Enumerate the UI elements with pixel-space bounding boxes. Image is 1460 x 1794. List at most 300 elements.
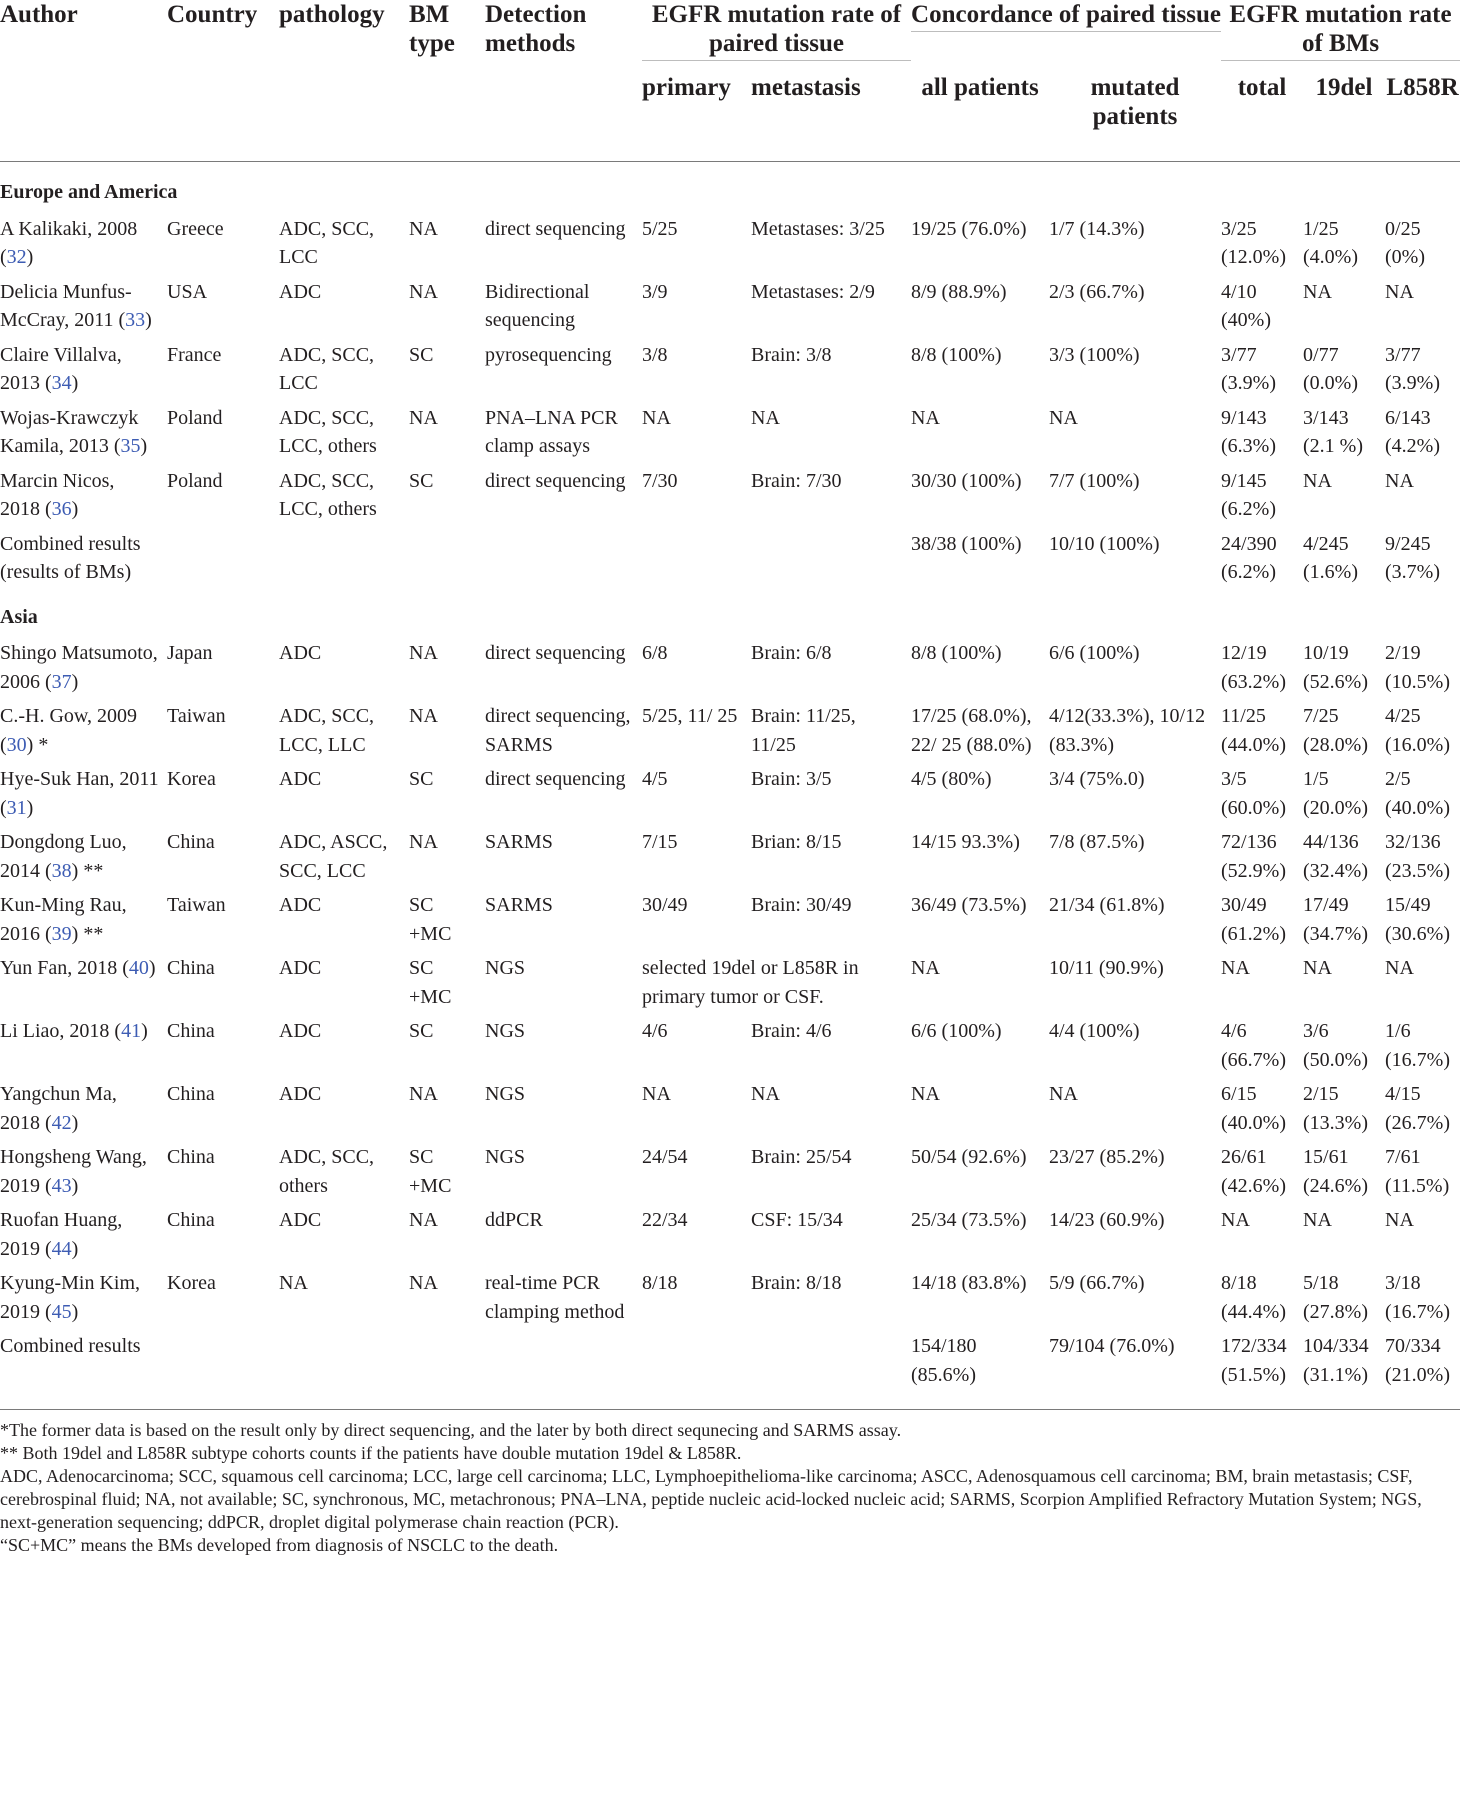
- cell-metastasis: Brain: 8/18: [751, 1272, 842, 1294]
- cell-del19: 3/6 (50.0%): [1303, 1020, 1368, 1071]
- author-name: Combined results (results of BMs): [0, 532, 141, 583]
- table-row: [0, 272, 1460, 335]
- header-l858r: L858R: [1386, 74, 1459, 101]
- cell-total: 6/15 (40.0%): [1221, 1083, 1286, 1134]
- table-row: [0, 885, 1460, 948]
- cell-primary: 5/25, 11/ 25: [642, 705, 738, 727]
- author-name: Hongsheng Wang, 2019 (: [0, 1146, 147, 1197]
- table-row: [0, 1011, 1460, 1074]
- cell-bm: SC: [409, 469, 434, 492]
- cell-del19: 44/136 (32.4%): [1303, 831, 1368, 882]
- table-row: [0, 398, 1460, 461]
- cell-pathology: ADC, SCC, LCC: [279, 217, 375, 268]
- cell-method: direct sequencing: [485, 642, 626, 664]
- author-name: Dongdong Luo, 2014 (: [0, 831, 127, 882]
- author-name: Ruofan Huang, 2019 (: [0, 1209, 123, 1260]
- cell-bm: NA: [409, 1209, 438, 1231]
- cell-mutated: 21/34 (61.8%): [1049, 894, 1165, 916]
- cell-pathology: ADC: [279, 1209, 322, 1231]
- table-row: [0, 948, 1460, 1011]
- table-header: [0, 0, 1460, 162]
- cell-method: [485, 524, 642, 587]
- cell-pathology: ADC: [279, 768, 322, 790]
- cell-all: 38/38 (100%): [911, 532, 1022, 555]
- cell-all: 25/34 (73.5%): [911, 1209, 1027, 1231]
- cell-total: 72/136 (52.9%): [1221, 831, 1286, 882]
- cell-all: NA: [911, 406, 940, 429]
- author-suffix: ) **: [71, 922, 104, 945]
- author-suffix: ): [148, 957, 156, 979]
- cell-mutated: 3/3 (100%): [1049, 343, 1140, 366]
- cell-l858r: 6/143 (4.2%): [1385, 406, 1440, 457]
- cell-metastasis: Brain: 30/49: [751, 894, 852, 916]
- cell-l858r: 4/15 (26.7%): [1385, 1083, 1450, 1134]
- cell-all: 154/180 (85.6%): [911, 1335, 977, 1386]
- cell-author: [0, 633, 167, 696]
- cell-method: [485, 1326, 642, 1389]
- header-egfr-paired: [642, 0, 911, 61]
- header-egfr-bms-text: EGFR mutation rate of BMs: [1221, 0, 1460, 61]
- cell-pathology: NA: [279, 1272, 308, 1294]
- cell-total: 3/5 (60.0%): [1221, 768, 1286, 819]
- cell-metastasis: [751, 1326, 911, 1389]
- footnote: ** Both 19del and L858R subtype cohorts counts if the patients have double mutation 19del & L858R.: [0, 1443, 742, 1463]
- author-suffix: ) **: [71, 859, 104, 882]
- cell-primary: 3/9: [642, 280, 668, 303]
- cell-bm: NA: [409, 1083, 438, 1105]
- table-row: [0, 1074, 1460, 1137]
- cell-l858r: 7/61 (11.5%): [1385, 1146, 1450, 1197]
- header-mutated-patients: mutated patients: [1090, 74, 1180, 130]
- cell-pathology: ADC, SCC, LCC, others: [279, 469, 377, 520]
- cell-total: NA: [1221, 1209, 1250, 1231]
- cell-primary: NA: [642, 1083, 671, 1105]
- table-row: [0, 1263, 1460, 1326]
- cell-pathology: ADC: [279, 1020, 322, 1042]
- cell-del19: 7/25 (28.0%): [1303, 705, 1368, 756]
- cell-author: [0, 209, 167, 272]
- reference-link[interactable]: 42: [51, 1111, 72, 1134]
- cell-all: 36/49 (73.5%): [911, 894, 1027, 916]
- cell-method: direct sequencing: [485, 217, 626, 240]
- table-row: [0, 1326, 1460, 1389]
- cell-pathology: ADC, SCC, LCC, others: [279, 406, 377, 457]
- cell-l858r: NA: [1385, 469, 1414, 492]
- cell-bm: NA: [409, 831, 438, 853]
- cell-all: 50/54 (92.6%): [911, 1146, 1027, 1168]
- cell-mutated: 14/23 (60.9%): [1049, 1209, 1165, 1231]
- cell-country: China: [167, 1083, 215, 1105]
- cell-method: real-time PCR clamping method: [485, 1272, 625, 1323]
- cell-author: [0, 1137, 167, 1200]
- reference-link[interactable]: 40: [128, 957, 149, 979]
- cell-country: Greece: [167, 217, 224, 240]
- cell-del19: 1/5 (20.0%): [1303, 768, 1368, 819]
- cell-pathology: ADC, SCC, LCC, LLC: [279, 705, 375, 756]
- cell-country: Taiwan: [167, 705, 226, 727]
- cell-pathology: [279, 1326, 409, 1389]
- cell-bm: NA: [409, 217, 438, 240]
- cell-primary: NA: [642, 406, 671, 429]
- header-row-1: [0, 0, 1460, 61]
- cell-country: Taiwan: [167, 894, 226, 916]
- cell-method: direct sequencing: [485, 469, 626, 492]
- cell-bm: NA: [409, 705, 438, 727]
- cell-metastasis: Brain: 3/8: [751, 343, 832, 366]
- cell-l858r: 70/334 (21.0%): [1385, 1335, 1450, 1386]
- cell-bm: SC: [409, 768, 434, 790]
- cell-all: 14/18 (83.8%): [911, 1272, 1027, 1294]
- cell-country: China: [167, 1020, 215, 1042]
- cell-primary: 7/15: [642, 831, 678, 853]
- author-name: Kun-Ming Rau, 2016 (: [0, 894, 127, 945]
- cell-metastasis: Brian: 8/15: [751, 831, 842, 853]
- cell-method: SARMS: [485, 894, 553, 916]
- author-suffix: ): [71, 1237, 79, 1260]
- author-suffix: ): [71, 1174, 79, 1197]
- header-all-patients: all patients: [921, 74, 1039, 101]
- reference-link[interactable]: 35: [120, 435, 141, 457]
- author-suffix: ): [26, 246, 34, 268]
- cell-primary: 6/8: [642, 642, 668, 664]
- cell-pathology: ADC: [279, 280, 322, 303]
- cell-l858r: 0/25 (0%): [1385, 217, 1425, 268]
- cell-method: ddPCR: [485, 1209, 543, 1231]
- cell-country: China: [167, 1209, 215, 1231]
- header-detection-methods: Detection methods: [485, 1, 587, 57]
- cell-all: NA: [911, 957, 940, 979]
- footnote: “SC+MC” means the BMs developed from diagnosis of NSCLC to the death.: [0, 1535, 559, 1555]
- author-name: Wojas-Krawczyk Kamila, 2013 (: [0, 406, 139, 457]
- cell-del19: 1/25 (4.0%): [1303, 217, 1358, 268]
- cell-total: 9/143 (6.3%): [1221, 406, 1276, 457]
- cell-bm: [409, 1326, 485, 1389]
- cell-total: 12/19 (63.2%): [1221, 642, 1286, 693]
- cell-primary: 8/18: [642, 1272, 678, 1294]
- cell-l858r: 9/245 (3.7%): [1385, 532, 1440, 583]
- author-suffix: ): [141, 1020, 148, 1042]
- cell-del19: 104/334 (31.1%): [1303, 1335, 1369, 1386]
- cell-author: [0, 1263, 167, 1326]
- cell-pathology: ADC: [279, 1083, 322, 1105]
- cell-primary: 4/5: [642, 768, 668, 790]
- cell-metastasis: Brain: 6/8: [751, 642, 832, 664]
- cell-metastasis: NA: [751, 1083, 780, 1105]
- cell-all: 8/9 (88.9%): [911, 280, 1007, 303]
- cell-method: NGS: [485, 1146, 526, 1168]
- reference-link[interactable]: 41: [121, 1020, 142, 1042]
- cell-metastasis: Brain: 11/25, 11/25: [751, 705, 856, 756]
- header-egfr-paired-text: EGFR mutation rate of paired tissue: [642, 0, 911, 61]
- cell-total: 24/390 (6.2%): [1221, 532, 1277, 583]
- cell-primary: 22/34: [642, 1209, 688, 1231]
- cell-del19: 10/19 (52.6%): [1303, 642, 1368, 693]
- cell-method: NGS: [485, 1083, 526, 1105]
- section-title: Europe and America: [0, 181, 178, 203]
- cell-bm: SC +MC: [409, 894, 452, 945]
- reference-link[interactable]: 44: [51, 1237, 72, 1260]
- footnote: ADC, Adenocarcinoma; SCC, squamous cell carcinoma; LCC, large cell carcinoma; LLC, Lymphoepithelioma-like carcinoma; ASCC, Adenosquamous cell carcinoma; BM, brain metastasis; CSF, cerebrospinal fluid; NA, not available; SC, synchronous, MC, metachronous; PNA–LNA, peptide nucleic acid-locked nucleic acid; SARMS, Scorpion Amplified Refractory Mutation System; NGS, next-generation sequencing; ddPCR, droplet digital polymerase chain reaction (PCR).: [0, 1466, 1422, 1532]
- cell-method: Bidirectional sequencing: [485, 280, 590, 331]
- cell-country: China: [167, 831, 215, 853]
- table-body: [0, 162, 1460, 1390]
- author-suffix: ): [140, 435, 148, 457]
- reference-link[interactable]: 31: [6, 796, 27, 819]
- reference-link[interactable]: 45: [51, 1300, 72, 1323]
- cell-all: 4/5 (80%): [911, 768, 992, 790]
- cell-del19: 3/143 (2.1 %): [1303, 406, 1363, 457]
- cell-author: [0, 885, 167, 948]
- author-suffix: ): [71, 1300, 79, 1323]
- cell-author: [0, 948, 167, 1011]
- cell-country: Poland: [167, 406, 223, 429]
- cell-method: PNA–LNA PCR clamp assays: [485, 406, 618, 457]
- cell-mutated: NA: [1049, 1083, 1078, 1105]
- cell-l858r: 3/18 (16.7%): [1385, 1272, 1450, 1323]
- cell-all: 30/30 (100%): [911, 469, 1022, 492]
- cell-primary: [642, 524, 751, 587]
- cell-mutated: 79/104 (76.0%): [1049, 1335, 1175, 1357]
- author-name: A Kalikaki, 2008 (: [0, 217, 138, 268]
- author-name: Li Liao, 2018 (: [0, 1020, 122, 1042]
- header-primary: primary: [642, 74, 731, 101]
- cell-l858r: 2/5 (40.0%): [1385, 768, 1450, 819]
- table-row: [0, 696, 1460, 759]
- cell-bm: [409, 524, 485, 587]
- cell-del19: 2/15 (13.3%): [1303, 1083, 1368, 1134]
- cell-total: 3/25 (12.0%): [1221, 217, 1286, 268]
- cell-country: France: [167, 343, 222, 366]
- cell-l858r: NA: [1385, 1209, 1414, 1231]
- cell-mutated: 4/12(33.3%), 10/12 (83.3%): [1049, 705, 1206, 756]
- reference-link[interactable]: 43: [51, 1174, 72, 1197]
- cell-mutated: 10/11 (90.9%): [1049, 957, 1164, 979]
- cell-all: 8/8 (100%): [911, 343, 1002, 366]
- cell-author: [0, 1200, 167, 1263]
- author-suffix: ) *: [26, 733, 49, 756]
- cell-country: Poland: [167, 469, 223, 492]
- table-row: [0, 461, 1460, 524]
- cell-pathology: ADC, SCC, LCC: [279, 343, 375, 394]
- table-row: [0, 335, 1460, 398]
- author-name: Claire Villalva, 2013 (: [0, 343, 122, 394]
- author-suffix: ): [71, 372, 79, 394]
- cell-mutated: 1/7 (14.3%): [1049, 217, 1145, 240]
- cell-method: NGS: [485, 957, 526, 979]
- header-country: Country: [167, 1, 258, 28]
- cell-author: [0, 822, 167, 885]
- author-name: Hye-Suk Han, 2011 (: [0, 768, 159, 819]
- reference-link[interactable]: 37: [51, 670, 72, 693]
- reference-link[interactable]: 38: [51, 859, 72, 882]
- header-19del: 19del: [1315, 74, 1373, 101]
- cell-mutated: 2/3 (66.7%): [1049, 280, 1145, 303]
- cell-primary: 30/49: [642, 894, 688, 916]
- reference-link[interactable]: 33: [125, 309, 146, 331]
- cell-metastasis: [751, 524, 911, 587]
- cell-del19: 4/245 (1.6%): [1303, 532, 1358, 583]
- cell-country: USA: [167, 280, 208, 303]
- cell-country: Japan: [167, 642, 213, 664]
- cell-del19: 17/49 (34.7%): [1303, 894, 1368, 945]
- cell-l858r: 2/19 (10.5%): [1385, 642, 1450, 693]
- table-row: [0, 633, 1460, 696]
- cell-mutated: 6/6 (100%): [1049, 642, 1140, 664]
- cell-metastasis: Brain: 3/5: [751, 768, 832, 790]
- cell-mutated: 10/10 (100%): [1049, 532, 1160, 555]
- cell-country: Korea: [167, 1272, 216, 1294]
- cell-l858r: 15/49 (30.6%): [1385, 894, 1450, 945]
- cell-total: 30/49 (61.2%): [1221, 894, 1286, 945]
- header-metastasis: metastasis: [751, 74, 861, 101]
- reference-link[interactable]: 39: [51, 922, 72, 945]
- cell-pathology: ADC: [279, 642, 322, 664]
- author-suffix: ): [71, 1111, 79, 1134]
- cell-l858r: 4/25 (16.0%): [1385, 705, 1450, 756]
- cell-author: [0, 1326, 167, 1389]
- cell-mutated: 7/8 (87.5%): [1049, 831, 1145, 853]
- cell-l858r: 3/77 (3.9%): [1385, 343, 1440, 394]
- header-pathology: pathology: [279, 1, 385, 28]
- cell-primary: 7/30: [642, 469, 678, 492]
- cell-primary: 5/25: [642, 217, 678, 240]
- author-suffix: ): [71, 670, 79, 693]
- cell-pathology: ADC: [279, 894, 322, 916]
- cell-country: Korea: [167, 768, 216, 790]
- reference-link[interactable]: 32: [6, 246, 27, 268]
- footnote: *The former data is based on the result only by direct sequencing, and the later by both direct sequnecing and SARMS assay.: [0, 1420, 902, 1440]
- cell-del19: NA: [1303, 280, 1332, 303]
- cell-mutated: 7/7 (100%): [1049, 469, 1140, 492]
- author-suffix: ): [145, 309, 152, 331]
- cell-metastasis: Brain: 25/54: [751, 1146, 852, 1168]
- cell-country: [167, 524, 279, 587]
- footnotes: [0, 1410, 1460, 1557]
- cell-all: 19/25 (76.0%): [911, 217, 1027, 240]
- section-row: [0, 162, 1460, 209]
- cell-all: 6/6 (100%): [911, 1020, 1002, 1042]
- section-row: [0, 587, 1460, 634]
- cell-metastasis: Brain: 4/6: [751, 1020, 832, 1042]
- cell-del19: 0/77 (0.0%): [1303, 343, 1358, 394]
- cell-country: [167, 1326, 279, 1389]
- cell-country: China: [167, 957, 215, 979]
- cell-del19: 5/18 (27.8%): [1303, 1272, 1368, 1323]
- table-row: [0, 209, 1460, 272]
- cell-total: NA: [1221, 957, 1250, 979]
- table-row: [0, 759, 1460, 822]
- table-row: [0, 524, 1460, 587]
- cell-all: NA: [911, 1083, 940, 1105]
- cell-metastasis: Metastases: 3/25: [751, 217, 885, 240]
- author-suffix: ): [71, 498, 79, 520]
- cell-mutated: 3/4 (75%.0): [1049, 768, 1145, 790]
- cell-l858r: NA: [1385, 280, 1414, 303]
- author-name: Combined results: [0, 1335, 141, 1357]
- header-author: Author: [0, 1, 78, 28]
- cell-primary: [642, 1326, 751, 1389]
- cell-total: 26/61 (42.6%): [1221, 1146, 1286, 1197]
- cell-all: 8/8 (100%): [911, 642, 1002, 664]
- cell-l858r: 32/136 (23.5%): [1385, 831, 1450, 882]
- cell-metastasis: Brain: 7/30: [751, 469, 842, 492]
- cell-method: NGS: [485, 1020, 526, 1042]
- cell-primary: 24/54: [642, 1146, 688, 1168]
- author-name: Yun Fan, 2018 (: [0, 957, 129, 979]
- header-total: total: [1237, 74, 1287, 101]
- cell-method: direct sequencing: [485, 768, 626, 790]
- reference-link[interactable]: 30: [6, 733, 27, 756]
- header-egfr-bms: [1221, 0, 1460, 61]
- author-name: Marcin Nicos, 2018 (: [0, 469, 115, 520]
- cell-pathology: ADC: [279, 957, 322, 979]
- cell-total: 11/25 (44.0%): [1221, 705, 1286, 756]
- author-name: Kyung-Min Kim, 2019 (: [0, 1272, 140, 1323]
- author-name: C.-H. Gow, 2009 (: [0, 705, 138, 756]
- table-row: [0, 1200, 1460, 1263]
- cell-total: 8/18 (44.4%): [1221, 1272, 1286, 1323]
- cell-primary-span: selected 19del or L858R in primary tumor or CSF.: [642, 957, 859, 1008]
- cell-del19: NA: [1303, 469, 1332, 492]
- header-concordance-text: Concordance of paired tissue: [911, 0, 1221, 32]
- cell-bm: NA: [409, 280, 438, 303]
- cell-bm: NA: [409, 1272, 438, 1294]
- cell-pathology: ADC, ASCC, SCC, LCC: [279, 831, 388, 882]
- author-suffix: ): [26, 796, 34, 819]
- cell-author: [0, 272, 167, 335]
- cell-method: direct sequencing, SARMS: [485, 705, 631, 756]
- table-row: [0, 1137, 1460, 1200]
- cell-mutated: 4/4 (100%): [1049, 1020, 1140, 1042]
- cell-l858r: NA: [1385, 957, 1414, 979]
- cell-pathology: ADC, SCC, others: [279, 1146, 375, 1197]
- cell-author: [0, 696, 167, 759]
- cell-author: [0, 1074, 167, 1137]
- cell-metastasis: CSF: 15/34: [751, 1209, 843, 1231]
- cell-all: 14/15 93.3%): [911, 831, 1020, 853]
- cell-bm: SC +MC: [409, 1146, 452, 1197]
- cell-author: [0, 335, 167, 398]
- cell-all: 17/25 (68.0%), 22/ 25 (88.0%): [911, 705, 1032, 756]
- cell-bm: NA: [409, 406, 438, 429]
- cell-bm: SC +MC: [409, 957, 452, 1008]
- table-row: [0, 822, 1460, 885]
- cell-del19: 15/61 (24.6%): [1303, 1146, 1368, 1197]
- author-name: Shingo Matsumoto, 2006 (: [0, 642, 158, 693]
- cell-author: [0, 759, 167, 822]
- reference-link[interactable]: 34: [51, 372, 72, 394]
- cell-total: 172/334 (51.5%): [1221, 1335, 1287, 1386]
- cell-method: SARMS: [485, 831, 553, 853]
- cell-author: [0, 461, 167, 524]
- cell-mutated: 23/27 (85.2%): [1049, 1146, 1165, 1168]
- cell-pathology: [279, 524, 409, 587]
- cell-primary: 3/8: [642, 343, 668, 366]
- cell-total: 3/77 (3.9%): [1221, 343, 1276, 394]
- cell-total: 4/10 (40%): [1221, 280, 1271, 331]
- reference-link[interactable]: 36: [51, 498, 72, 520]
- cell-method: pyrosequencing: [485, 343, 612, 366]
- section-title: Asia: [0, 605, 38, 628]
- cell-bm: NA: [409, 642, 438, 664]
- cell-country: China: [167, 1146, 215, 1168]
- cell-metastasis: NA: [751, 406, 780, 429]
- cell-primary: 4/6: [642, 1020, 668, 1042]
- cell-del19: NA: [1303, 1209, 1332, 1231]
- cell-total: 4/6 (66.7%): [1221, 1020, 1286, 1071]
- cell-total: 9/145 (6.2%): [1221, 469, 1276, 520]
- cell-l858r: 1/6 (16.7%): [1385, 1020, 1450, 1071]
